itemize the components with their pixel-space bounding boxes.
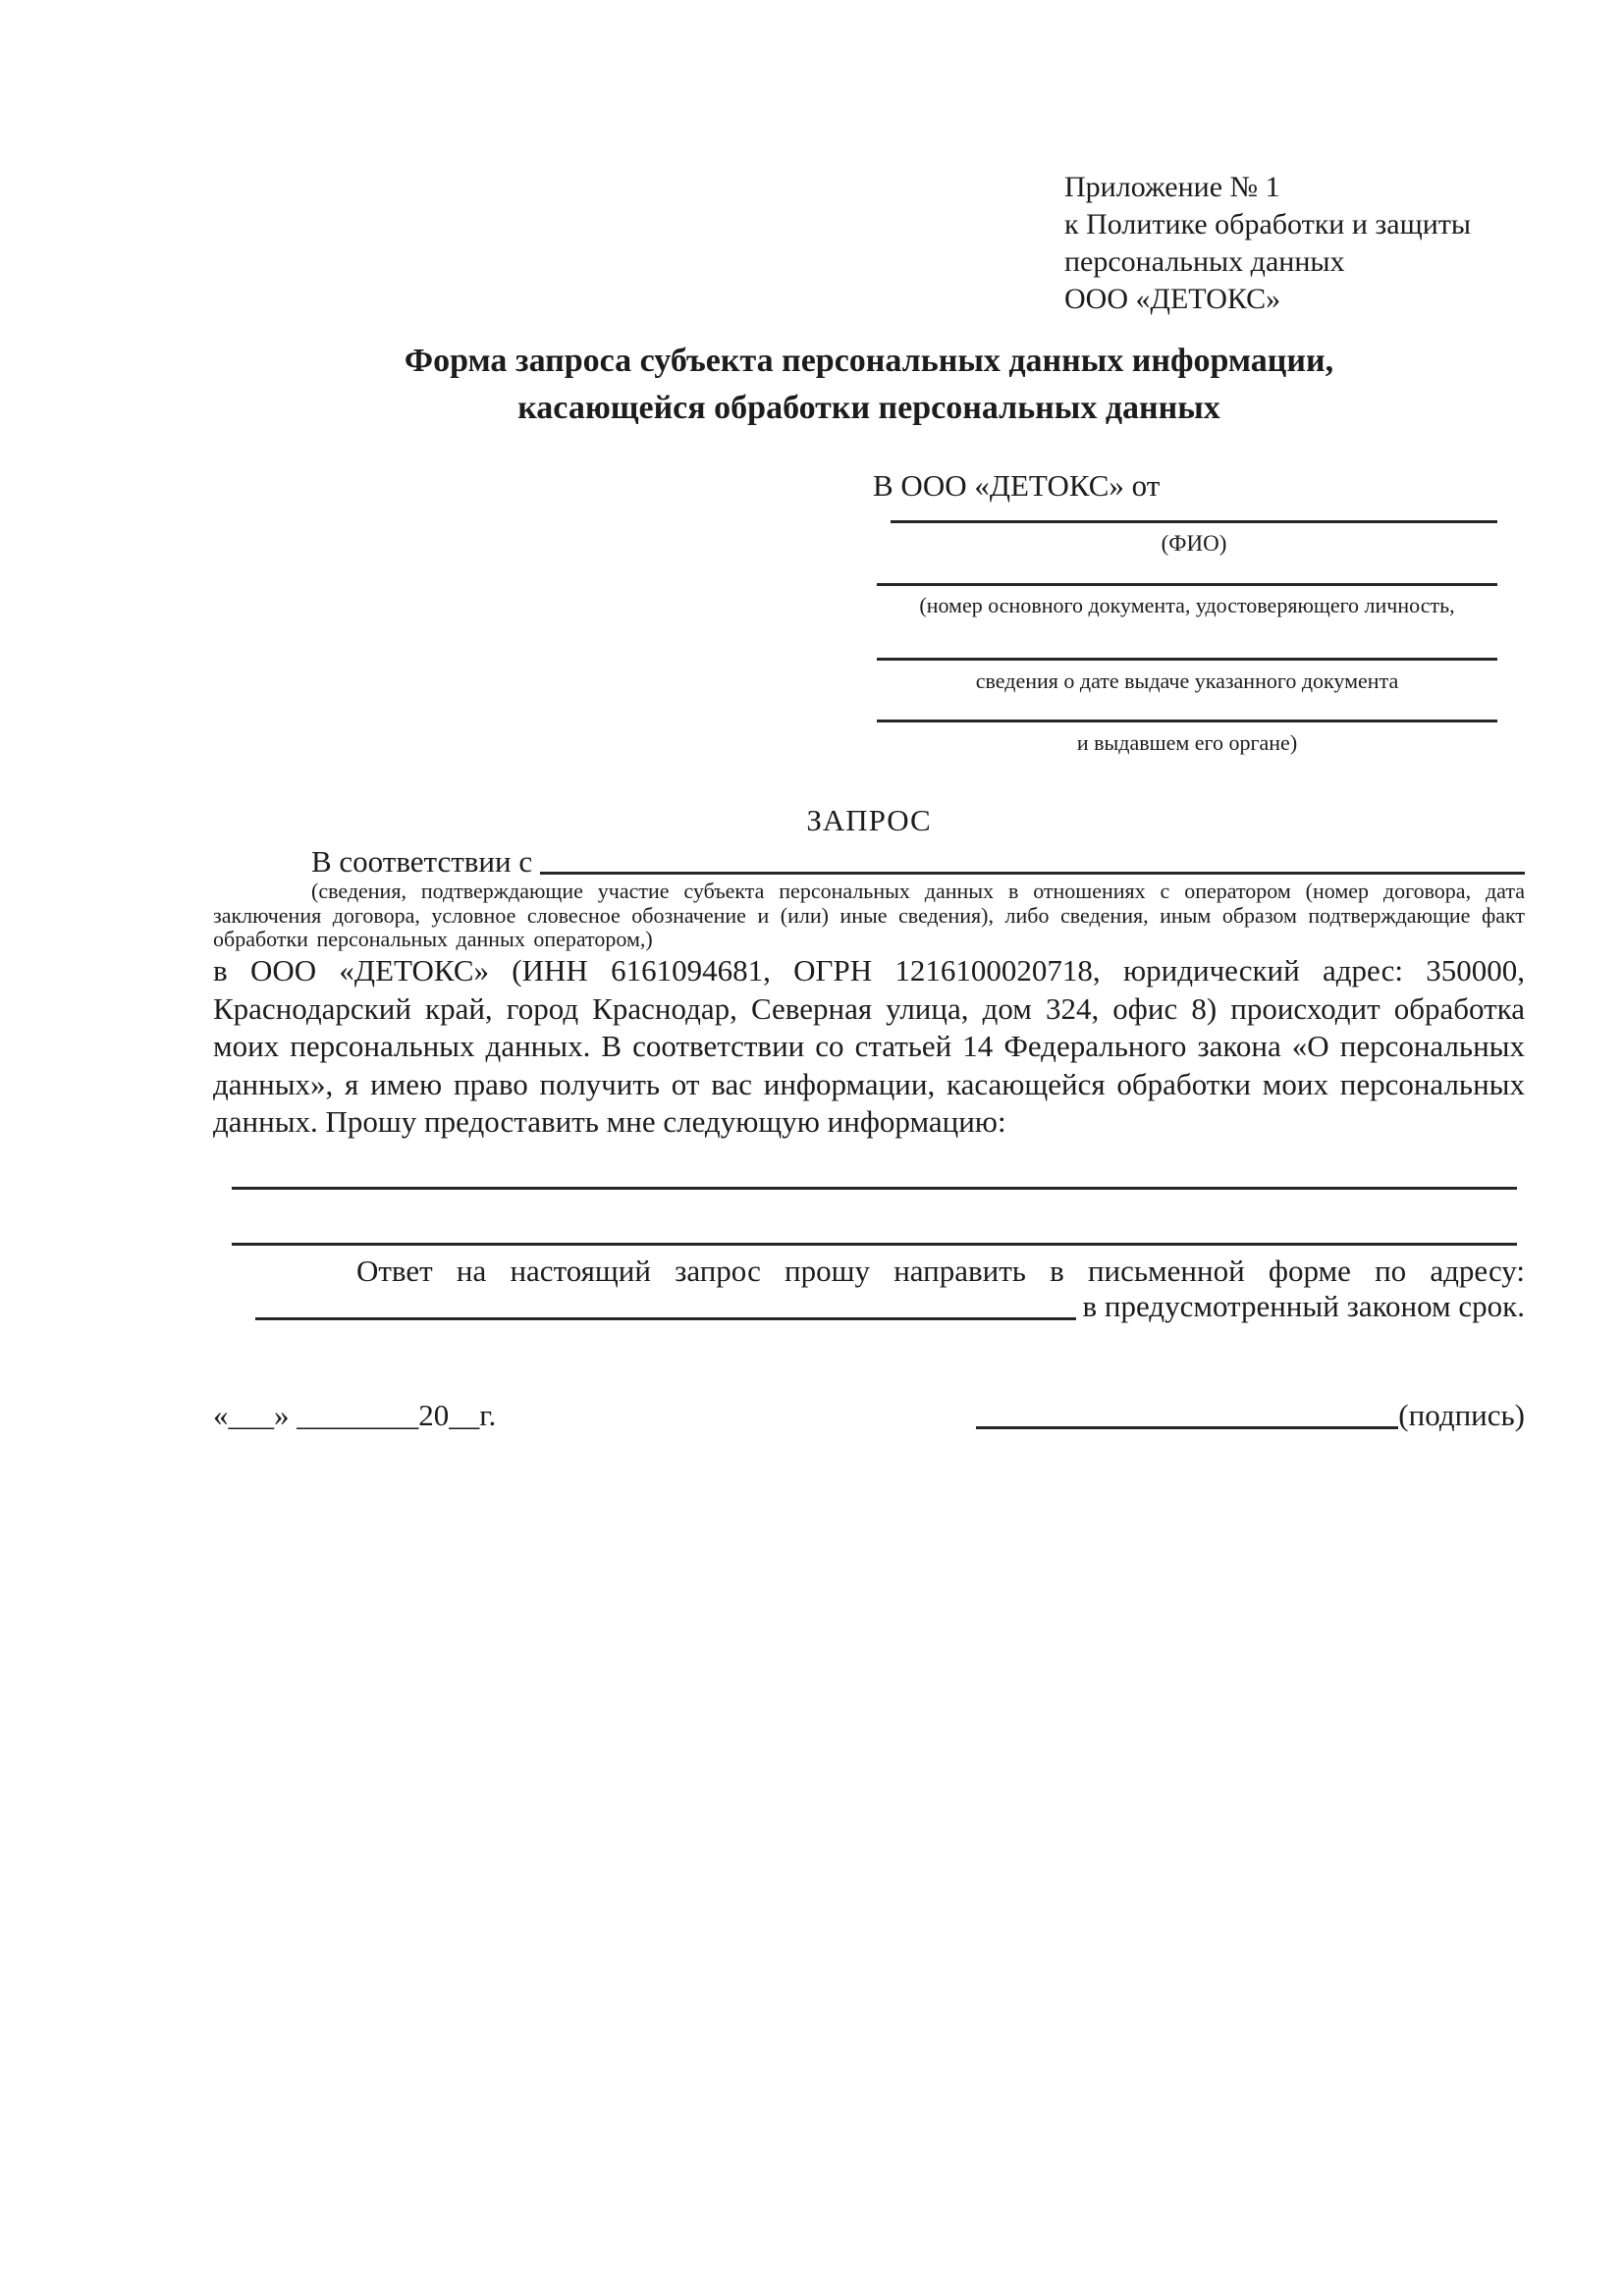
accordance-blank-line	[540, 844, 1525, 875]
fio-caption: (ФИО)	[1161, 531, 1227, 556]
date-line: «___» ________20__г.	[213, 1398, 497, 1432]
information-blank-line-1	[232, 1187, 1517, 1190]
document-number-blank-line	[877, 583, 1497, 586]
title-line-1: Форма запроса субъекта персональных данных информации,	[404, 343, 1334, 379]
addressee-line: В ООО «ДЕТОКС» от	[873, 468, 1161, 503]
document-title	[213, 338, 1525, 432]
signature-caption: (подпись)	[1398, 1398, 1525, 1432]
signature-area	[976, 1398, 1525, 1433]
information-blank-line-2	[232, 1243, 1517, 1246]
signature-blank-line	[976, 1426, 1398, 1429]
issuing-authority-blank-line	[877, 720, 1497, 722]
appendix-line: ООО «ДЕТОКС»	[1064, 283, 1281, 315]
accordance-row	[213, 844, 1525, 880]
answer-sentence: Ответ на настоящий запрос прошу направить в письменной форме по адресу:	[356, 1254, 1525, 1288]
request-heading: ЗАПРОС	[806, 803, 932, 837]
accordance-prefix: В соответствии с	[311, 844, 533, 879]
issue-date-blank-line	[877, 658, 1497, 661]
answer-tail: в предусмотренный законом срок.	[1082, 1289, 1525, 1323]
body-paragraph: в ООО «ДЕТОКС» (ИНН 6161094681, ОГРН 1216100020718, юридический адрес: 350000, Краснодарский край, город Краснодар, Северная улица, дом 324, офис 8) происходит обработка моих персональных данных. В соответствии со статьей 14 Федерального закона «О персональных данных», я имею право получить от вас информации, касающейся обработки моих персональных данных. Прошу предоставить мне следующую информацию:	[213, 953, 1525, 1140]
issuing-authority-caption: и выдавшем его органе)	[1076, 730, 1298, 755]
answer-address-row	[213, 1288, 1525, 1325]
fio-blank-line	[891, 520, 1497, 523]
appendix-line: персональных данных	[1064, 245, 1345, 278]
address-blank-line	[255, 1288, 1076, 1320]
appendix-block	[1064, 169, 1471, 318]
date-signature-row	[213, 1398, 1525, 1433]
document-number-caption: (номер основного документа, удостоверяющего личность,	[919, 593, 1455, 617]
appendix-line: Приложение № 1	[1064, 171, 1280, 203]
title-line-2: касающейся обработки персональных данных	[517, 390, 1220, 426]
appendix-line: к Политике обработки и защиты	[1064, 208, 1472, 240]
issue-date-caption: сведения о дате выдаче указанного документа	[975, 668, 1399, 693]
explanatory-note: (сведения, подтверждающие участие субъекта персональных данных в отношениях с оператором (номер договора, дата заключения договора, условное словесное обозначение и (или) иные сведения), либо сведения, иным образом подтверждающие факт обработки персональных данных оператором,)	[213, 879, 1525, 951]
